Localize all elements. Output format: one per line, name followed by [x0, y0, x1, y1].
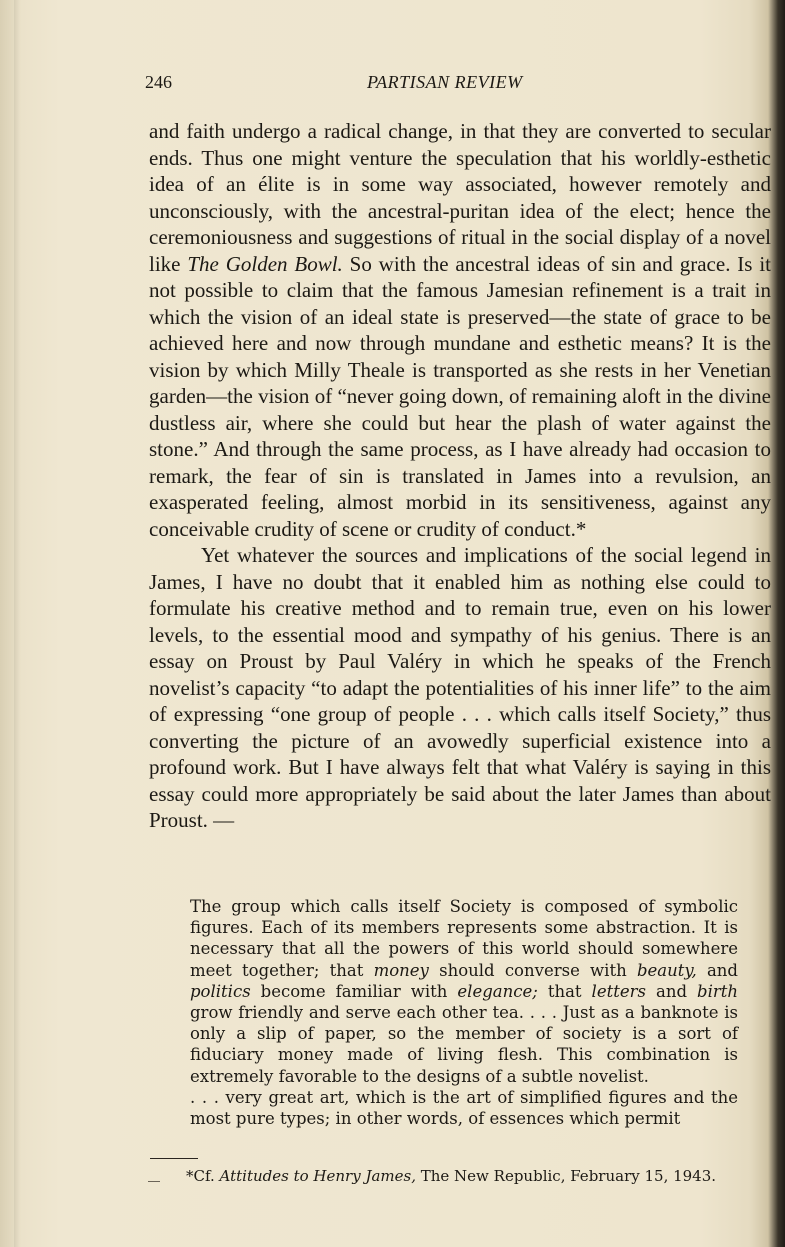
page-header: [145, 72, 765, 100]
footnote: *Cf. Attitudes to Henry James, The New Republic, February 15, 1943.: [186, 1167, 717, 1185]
quote-paragraph-2: . . . very great art, which is the art of simplified figures and the most pure types; in other words, of essences which permit: [190, 1087, 738, 1129]
running-head: PARTISAN REVIEW: [367, 72, 523, 92]
paragraph-2: Yet whatever the sources and implications of the social legend in James, I have no doubt that it enabled him as nothing else could to formulate his creative method and to remain true, even on his lower levels, to the essential mood and sympathy of his genius. There is an essay on Proust by Paul Valéry in which he speaks of the French novelist’s capacity “to adapt the potentialities of his inner life” to the aim of expressing “one group of people . . . which calls itself Society,” thus converting the picture of an avowedly superficial existence into a profound work. But I have always felt that what Valéry is saying in this essay could more appropriately be said about the later James than about Proust. —: [149, 543, 771, 832]
novel-title: The Golden Bowl.: [187, 251, 343, 276]
page-number: 246: [145, 72, 172, 92]
paragraph-1: and faith undergo a radical change, in that they are converted to secular ends. Thus one might venture the speculation that his worldly-esthetic idea of an élite is in some way associated, however remotely and unconsciously, with the ancestral-puritan idea of the elect; hence the ceremoniousness and suggestions of ritual in the social display of a novel like The Golden Bowl. So with the ancestral ideas of sin and grace. Is it not possible to claim that the famous Jamesian refinement is a trait in which the vision of an ideal state is preserved—the state of grace to be achieved here and now through mundane and esthetic means? It is the vision by which Milly Theale is transported as she rests in her Venetian garden—the vision of “never going down, of remaining aloft in the divine dustless air, where she could but hear the plash of water against the stone.” And through the same process, as I have already had occasion to remark, the fear of sin is translated in James into a revulsion, an exasperated feeling, almost morbid in its sensitiveness, against any conceivable crudity of scene or crudity of conduct.*: [149, 119, 771, 541]
page-mark: [148, 1181, 160, 1182]
footnote-rule: [150, 1158, 198, 1159]
footnote-article-title: Attitudes to Henry James,: [219, 1167, 416, 1185]
quote-paragraph-1: The group which calls itself Society is composed of symbolic figures. Each of its members represents some abstraction. It is necessary that all the powers of this world should somewhere meet together; that money should converse with beauty, and politics become familiar with elegance; that letters and birth grow friendly and serve each other tea. . . . Just as a banknote is only a slip of paper, so the member of society is a sort of fiduciary money made of living flesh. This combination is extremely favorable to the designs of a subtle novelist.: [190, 897, 738, 1086]
block-quotation: [190, 896, 738, 1129]
body-text: [149, 118, 771, 834]
